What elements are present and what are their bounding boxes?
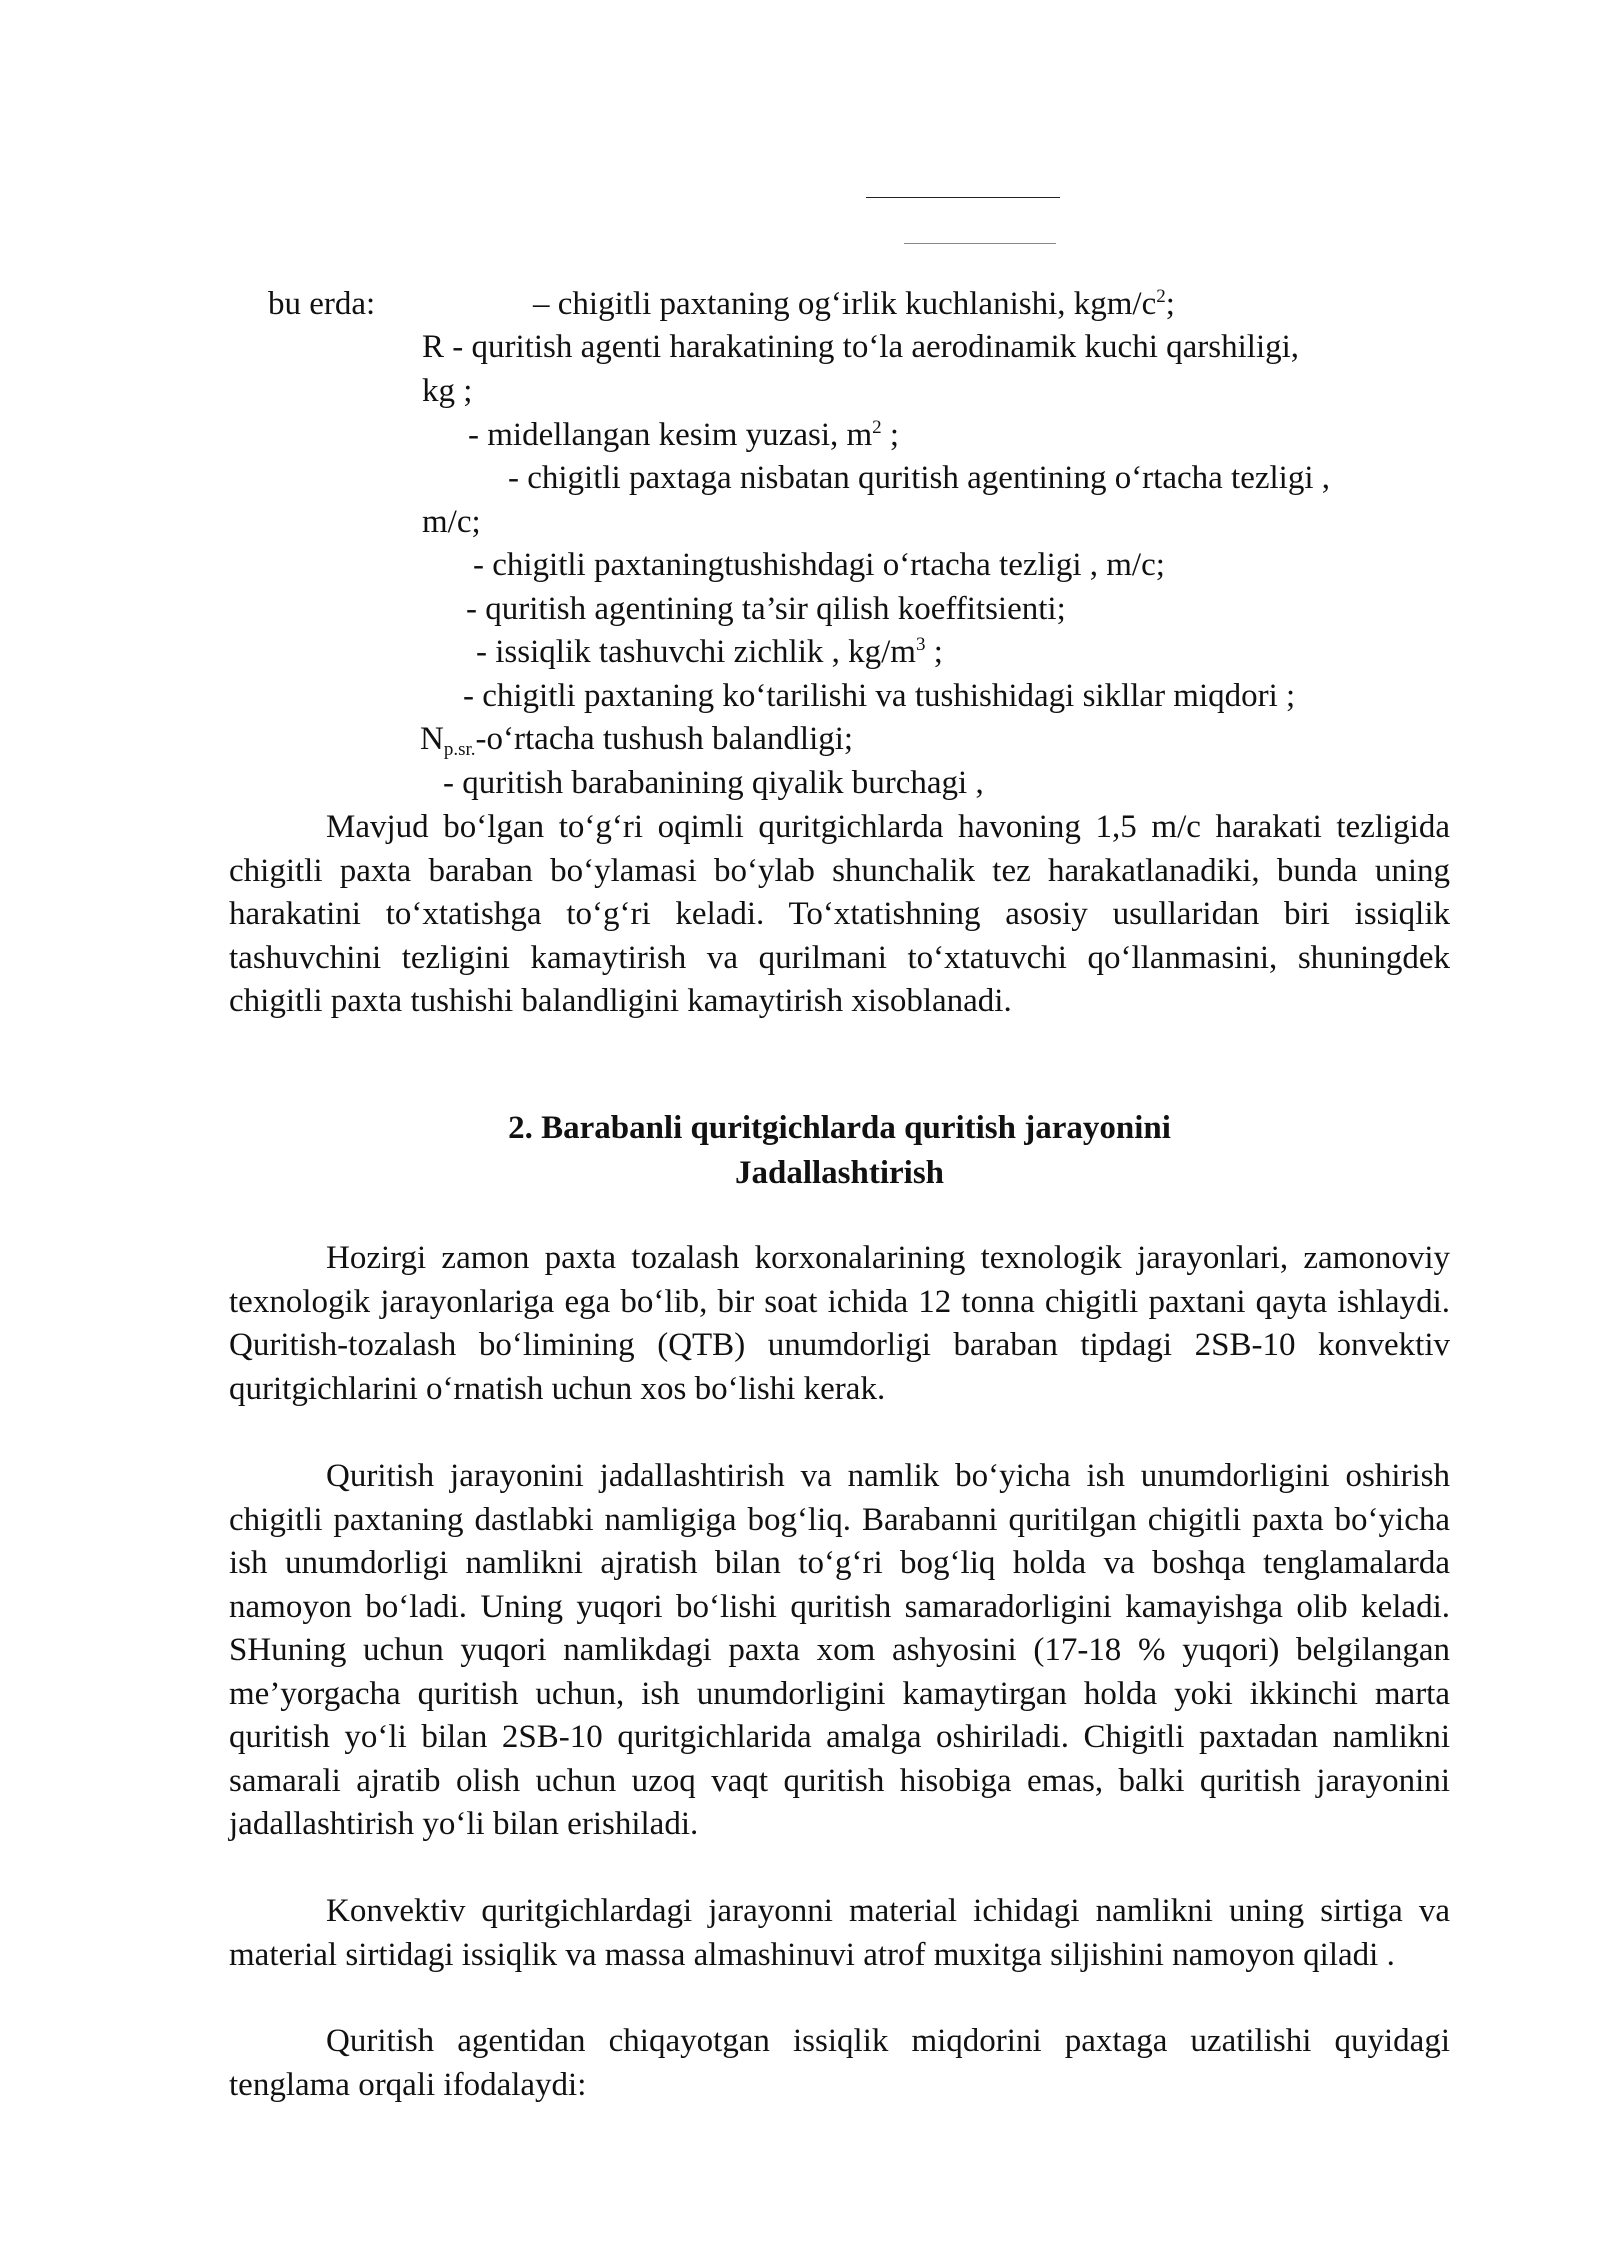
definition-item: - quritish agentining ta’sir qilish koeffitsienti; [466,591,1066,627]
definition-item: - midellangan kesim yuzasi, $m^2$ ; [468,417,900,453]
definition-item: - chigitli paxtaning ko‘tarilishi va tushishidagi sikllar miqdori ; [463,678,1296,714]
definition-item: - chigitli paxtaga nisbatan quritish agentining o‘rtacha tezligi , [508,460,1331,496]
definition-item: m/c; [422,504,481,540]
definition-item: $N_{p.sr.}-o‘rtacha$ tushush balandligi; [420,721,854,760]
body-paragraph: Mavjud bo‘lgan to‘g‘ri oqimli quritgichlarda havoning 1,5 m/c harakati tezligida chigitli paxta baraban bo‘ylamasi bo‘ylab shunchalik tez harakatlanadiki, bunda uning harakatini to‘xtatishga to‘g‘ri keladi. To‘xtatishning asosiy usullaridan biri issiqlik tashuvchini tezligini kamaytirish va qurilmani to‘xtatuvchi qo‘llanmasini, shuningdek chigitli paxta tushishi balandligini kamaytirish xisoblanadi. [229,809,1450,1019]
definition-item: - chigitli paxtaningtushishdagi o‘rtacha tezligi , m/c; [473,547,1165,583]
definition-item: - quritish barabanining qiyalik burchagi , [443,765,984,801]
definitions-lead: bu erda: [268,286,376,322]
definition-item: kg ; [422,373,473,409]
formula-fraction-line [904,243,1056,244]
body-paragraph: Quritish agentidan chiqayotgan issiqlik miqdorini paxtaga uzatilishi quyidagi tenglama orqali ifodalaydi: [229,2023,1450,2103]
definition-item: - issiqlik tashuvchi zichlik , $kg/m^3$ ; [476,634,943,670]
body-paragraph: Quritish jarayonini jadallashtirish va namlik bo‘yicha ish unumdorligini oshirish chigitli paxtaning dastlabki namligiga bog‘liq. Barabanni quritilgan chigitli paxta bo‘yicha ish unumdorligi namlikni ajratish bilan to‘g‘ri bog‘liq holda va boshqa tenglamalarda namoyon bo‘ladi. Uning yuqori bo‘lishi quritish samaradorligini kamayishga olib keladi. SHuning uchun yuqori namlikdagi paxta xom ashyosini (17-18 % yuqori) belgilangan me’yorgacha quritish uchun, ish unumdorligini kamaytirgan holda yoki ikkinchi marta quritish yo‘li bilan 2SB-10 quritgichlarida amalga oshiriladi. Chigitli paxtadan namlikni samarali ajratib olish uchun uzoq vaqt quritish hisobiga emas, balki quritish jarayonini jadallashtirish yo‘li bilan erishiladi. [229,1458,1450,1842]
definition-item: – chigitli paxtaning og‘irlik kuchlanishi, kgm/$c^2$; [533,286,1175,322]
body-paragraph: Konvektiv quritgichlardagi jarayonni material ichidagi namlikni uning sirtiga va material sirtidagi issiqlik va massa almashinuvi atrof muxitga siljishini namoyon qiladi . [229,1893,1450,1973]
section-heading-line: 2. Barabanli quritgichlarda quritish jarayonini [508,1110,1171,1146]
section-heading-line: Jadallashtirish [734,1155,945,1191]
section-heading [229,1106,1450,1196]
formula-fraction-line [866,197,1060,198]
body-paragraph: Hozirgi zamon paxta tozalash korxonalarining texnologik jarayonlari, zamonoviy texnologik jarayonlariga ega bo‘lib, bir soat ichida 12 tonna chigitli paxtani qayta ishlaydi. Quritish-tozalash bo‘limining (QTB) unumdorligi baraban tipdagi 2SB-10 konvektiv quritgichlarini o‘rnatish uchun xos bo‘lishi kerak. [229,1240,1450,1407]
definition-item: R - quritish agenti harakatining to‘la aerodinamik kuchi qarshiligi, [422,329,1300,365]
